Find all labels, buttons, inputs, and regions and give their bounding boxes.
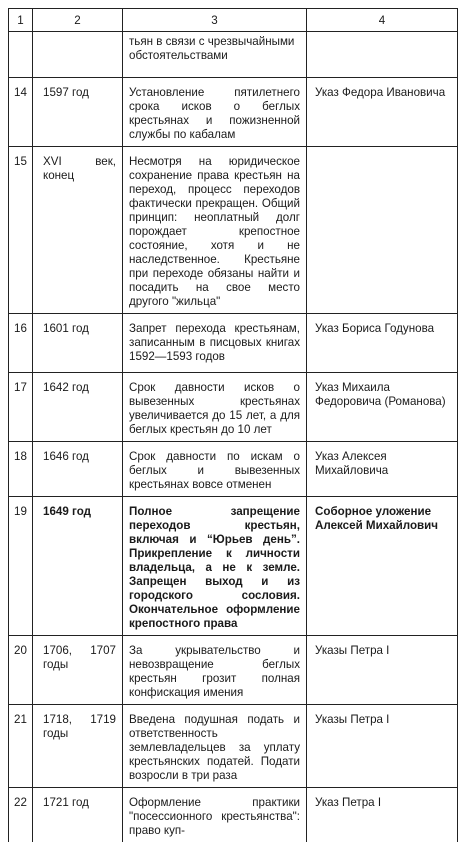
row-year: 1706, 1707 годы bbox=[33, 636, 123, 705]
row-year: 1718, 1719 годы bbox=[33, 705, 123, 788]
row-year: 1721 год bbox=[33, 788, 123, 842]
row-source: Соборное уложение Алексей Михайлович bbox=[307, 497, 458, 636]
row-source bbox=[307, 147, 458, 314]
table-row bbox=[9, 705, 458, 788]
row-event: Запрет перехода крестьянам, записанным в писцовых книгах 1592—1593 годов bbox=[123, 314, 307, 373]
row-number: 20 bbox=[9, 636, 33, 705]
row-year: 1642 год bbox=[33, 373, 123, 442]
table-row bbox=[9, 788, 458, 842]
row-number: 14 bbox=[9, 78, 33, 147]
header-col-2: 2 bbox=[33, 9, 123, 32]
row-number: 19 bbox=[9, 497, 33, 636]
header-col-4: 4 bbox=[307, 9, 458, 32]
row-event: Несмотря на юридическое сохранение права крестьян на переход, процесс переходов фактически прекращен. Общий принцип: неоплатный долг порождает крепостное состояние, хотя и не наследственное. Крестьяне при переходе обязаны найти и посадить на свое место другого "жильца" bbox=[123, 147, 307, 314]
row-number: 15 bbox=[9, 147, 33, 314]
table-row bbox=[9, 373, 458, 442]
row-event: За укрывательство и невозвращение беглых крестьян грозит полная конфискация имения bbox=[123, 636, 307, 705]
table-row bbox=[9, 147, 458, 314]
serfdom-history-table bbox=[8, 8, 458, 842]
row-year: 1646 год bbox=[33, 442, 123, 497]
row-number: 17 bbox=[9, 373, 33, 442]
row-year: 1597 год bbox=[33, 78, 123, 147]
row-number: 22 bbox=[9, 788, 33, 842]
row-source: Указ Федора Ивановича bbox=[307, 78, 458, 147]
row-number: 16 bbox=[9, 314, 33, 373]
row-source: Указы Петра I bbox=[307, 705, 458, 788]
row-source: Указ Петра I bbox=[307, 788, 458, 842]
row-event: Введена подушная подать и ответственность землевладельцев за уплату крестьянских податей. Подати возросли в три раза bbox=[123, 705, 307, 788]
row-year: 1649 год bbox=[33, 497, 123, 636]
header-col-3: 3 bbox=[123, 9, 307, 32]
row-year: 1601 год bbox=[33, 314, 123, 373]
table-row bbox=[9, 636, 458, 705]
row-event: Срок давности по искам о беглых и вывезенных крестьянах вовсе отменен bbox=[123, 442, 307, 497]
row-source: Указ Бориса Годунова bbox=[307, 314, 458, 373]
row-event: Срок давности исков о вывезенных крестьянах увеличивается до 15 лет, а для беглых крестьян до 10 лет bbox=[123, 373, 307, 442]
row-source: Указ Алексея Михайловича bbox=[307, 442, 458, 497]
row-event: Оформление практики "посессионного крестьянства": право куп- bbox=[123, 788, 307, 842]
document-page bbox=[8, 8, 457, 713]
continuation-event: тьян в связи с чрезвычайными обстоятельствами bbox=[123, 32, 307, 78]
table-row bbox=[9, 314, 458, 373]
row-year: XVI век, конец bbox=[33, 147, 123, 314]
row-event: Установление пятилетнего срока исков о беглых крестьянах и пожизненной службы по кабалам bbox=[123, 78, 307, 147]
table-row bbox=[9, 78, 458, 147]
table-row-continuation bbox=[9, 32, 458, 78]
row-event: Полное запрещение переходов крестьян, включая и “Юрьев день”. Прикрепление к личности владельца, а не к земле. Запрещен выход и из городского сословия. Окончательное оформление крепостного права bbox=[123, 497, 307, 636]
row-source: Указ Михаила Федоровича (Романова) bbox=[307, 373, 458, 442]
table-header-row bbox=[9, 9, 458, 32]
header-col-1: 1 bbox=[9, 9, 33, 32]
row-number: 18 bbox=[9, 442, 33, 497]
table-row bbox=[9, 442, 458, 497]
row-source: Указы Петра I bbox=[307, 636, 458, 705]
row-number: 21 bbox=[9, 705, 33, 788]
table-row bbox=[9, 497, 458, 636]
